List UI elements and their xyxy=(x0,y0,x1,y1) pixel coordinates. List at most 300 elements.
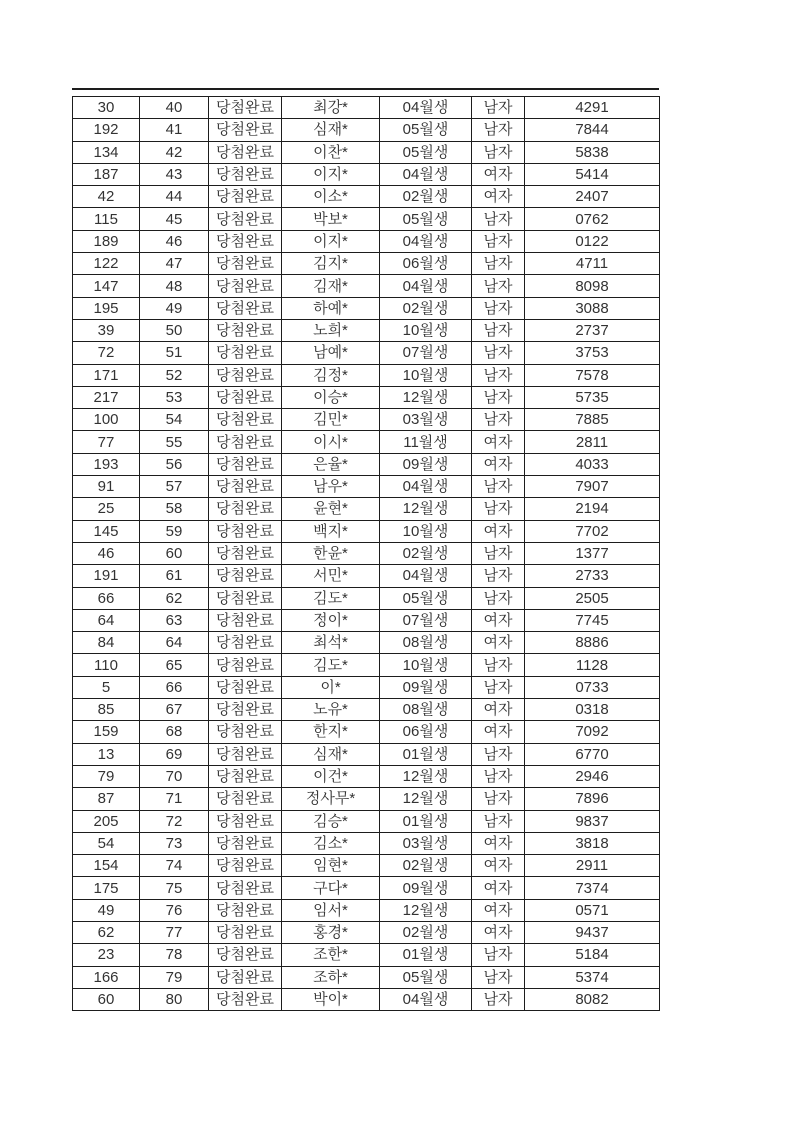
cell-entry-number: 147 xyxy=(73,275,140,297)
cell-rank: 67 xyxy=(140,699,209,721)
cell-gender: 여자 xyxy=(472,921,525,943)
cell-entry-number: 60 xyxy=(73,988,140,1010)
cell-entry-number: 79 xyxy=(73,765,140,787)
cell-gender: 남자 xyxy=(472,97,525,119)
table-row xyxy=(73,275,660,297)
cell-rank: 56 xyxy=(140,453,209,475)
cell-gender: 남자 xyxy=(472,141,525,163)
cell-birth-month: 06월생 xyxy=(380,253,472,275)
cell-code-number: 2194 xyxy=(525,498,660,520)
cell-entry-number: 217 xyxy=(73,386,140,408)
cell-rank: 75 xyxy=(140,877,209,899)
cell-entry-number: 159 xyxy=(73,721,140,743)
cell-code-number: 4711 xyxy=(525,253,660,275)
cell-gender: 남자 xyxy=(472,944,525,966)
cell-status: 당첨완료 xyxy=(209,988,282,1010)
cell-code-number: 3088 xyxy=(525,297,660,319)
cell-name-masked: 홍경* xyxy=(282,921,380,943)
cell-rank: 69 xyxy=(140,743,209,765)
cell-name-masked: 이찬* xyxy=(282,141,380,163)
cell-entry-number: 100 xyxy=(73,409,140,431)
cell-entry-number: 154 xyxy=(73,855,140,877)
cell-name-masked: 노희* xyxy=(282,319,380,341)
cell-birth-month: 04월생 xyxy=(380,230,472,252)
cell-gender: 여자 xyxy=(472,520,525,542)
cell-birth-month: 12월생 xyxy=(380,386,472,408)
cell-gender: 여자 xyxy=(472,855,525,877)
cell-name-masked: 남예* xyxy=(282,342,380,364)
cell-entry-number: 23 xyxy=(73,944,140,966)
cell-name-masked: 김소* xyxy=(282,832,380,854)
cell-gender: 남자 xyxy=(472,230,525,252)
cell-rank: 72 xyxy=(140,810,209,832)
cell-rank: 41 xyxy=(140,119,209,141)
cell-code-number: 7844 xyxy=(525,119,660,141)
cell-entry-number: 66 xyxy=(73,587,140,609)
cell-rank: 48 xyxy=(140,275,209,297)
cell-gender: 남자 xyxy=(472,297,525,319)
cell-rank: 76 xyxy=(140,899,209,921)
cell-rank: 71 xyxy=(140,788,209,810)
cell-entry-number: 46 xyxy=(73,542,140,564)
winners-table-body xyxy=(73,97,660,1011)
cell-birth-month: 04월생 xyxy=(380,565,472,587)
cell-name-masked: 박이* xyxy=(282,988,380,1010)
cell-gender: 여자 xyxy=(472,721,525,743)
cell-gender: 여자 xyxy=(472,877,525,899)
table-row xyxy=(73,899,660,921)
cell-status: 당첨완료 xyxy=(209,721,282,743)
cell-code-number: 7896 xyxy=(525,788,660,810)
cell-rank: 44 xyxy=(140,186,209,208)
cell-rank: 70 xyxy=(140,765,209,787)
cell-status: 당첨완료 xyxy=(209,966,282,988)
cell-rank: 78 xyxy=(140,944,209,966)
cell-code-number: 8098 xyxy=(525,275,660,297)
cell-code-number: 2733 xyxy=(525,565,660,587)
cell-entry-number: 205 xyxy=(73,810,140,832)
cell-code-number: 7092 xyxy=(525,721,660,743)
cell-rank: 66 xyxy=(140,676,209,698)
cell-status: 당첨완료 xyxy=(209,342,282,364)
cell-birth-month: 02월생 xyxy=(380,855,472,877)
cell-rank: 79 xyxy=(140,966,209,988)
cell-status: 당첨완료 xyxy=(209,810,282,832)
cell-entry-number: 175 xyxy=(73,877,140,899)
cell-code-number: 5414 xyxy=(525,163,660,185)
cell-name-masked: 하예* xyxy=(282,297,380,319)
cell-code-number: 2911 xyxy=(525,855,660,877)
cell-birth-month: 02월생 xyxy=(380,297,472,319)
table-row xyxy=(73,141,660,163)
cell-code-number: 7702 xyxy=(525,520,660,542)
cell-name-masked: 김도* xyxy=(282,587,380,609)
cell-name-masked: 김승* xyxy=(282,810,380,832)
cell-name-masked: 조하* xyxy=(282,966,380,988)
cell-entry-number: 191 xyxy=(73,565,140,587)
cell-name-masked: 심재* xyxy=(282,743,380,765)
cell-status: 당첨완료 xyxy=(209,476,282,498)
cell-rank: 73 xyxy=(140,832,209,854)
cell-name-masked: 조한* xyxy=(282,944,380,966)
table-row xyxy=(73,319,660,341)
cell-entry-number: 42 xyxy=(73,186,140,208)
cell-entry-number: 122 xyxy=(73,253,140,275)
table-row xyxy=(73,342,660,364)
cell-status: 당첨완료 xyxy=(209,431,282,453)
cell-status: 당첨완료 xyxy=(209,520,282,542)
cell-rank: 59 xyxy=(140,520,209,542)
cell-rank: 55 xyxy=(140,431,209,453)
cell-rank: 43 xyxy=(140,163,209,185)
cell-rank: 65 xyxy=(140,654,209,676)
cell-status: 당첨완료 xyxy=(209,253,282,275)
cell-status: 당첨완료 xyxy=(209,97,282,119)
cell-birth-month: 04월생 xyxy=(380,97,472,119)
cell-entry-number: 91 xyxy=(73,476,140,498)
cell-status: 당첨완료 xyxy=(209,364,282,386)
cell-entry-number: 134 xyxy=(73,141,140,163)
cell-status: 당첨완료 xyxy=(209,699,282,721)
cell-code-number: 2407 xyxy=(525,186,660,208)
cell-gender: 남자 xyxy=(472,498,525,520)
cell-status: 당첨완료 xyxy=(209,676,282,698)
cell-code-number: 2811 xyxy=(525,431,660,453)
cell-status: 당첨완료 xyxy=(209,275,282,297)
cell-code-number: 2505 xyxy=(525,587,660,609)
table-row xyxy=(73,520,660,542)
cell-gender: 남자 xyxy=(472,587,525,609)
cell-birth-month: 12월생 xyxy=(380,788,472,810)
cell-status: 당첨완료 xyxy=(209,386,282,408)
cell-status: 당첨완료 xyxy=(209,542,282,564)
cell-name-masked: 윤현* xyxy=(282,498,380,520)
table-row xyxy=(73,476,660,498)
cell-code-number: 0571 xyxy=(525,899,660,921)
cell-status: 당첨완료 xyxy=(209,743,282,765)
table-row xyxy=(73,699,660,721)
cell-gender: 남자 xyxy=(472,542,525,564)
cell-entry-number: 54 xyxy=(73,832,140,854)
cell-code-number: 5374 xyxy=(525,966,660,988)
table-row xyxy=(73,431,660,453)
cell-status: 당첨완료 xyxy=(209,208,282,230)
cell-birth-month: 03월생 xyxy=(380,409,472,431)
cell-code-number: 0122 xyxy=(525,230,660,252)
cell-status: 당첨완료 xyxy=(209,877,282,899)
cell-name-masked: 한지* xyxy=(282,721,380,743)
cell-birth-month: 05월생 xyxy=(380,119,472,141)
cell-entry-number: 195 xyxy=(73,297,140,319)
cell-entry-number: 145 xyxy=(73,520,140,542)
cell-name-masked: 김정* xyxy=(282,364,380,386)
table-row xyxy=(73,163,660,185)
cell-birth-month: 05월생 xyxy=(380,966,472,988)
cell-birth-month: 09월생 xyxy=(380,676,472,698)
table-row xyxy=(73,587,660,609)
cell-status: 당첨완료 xyxy=(209,498,282,520)
cell-gender: 여자 xyxy=(472,186,525,208)
cell-gender: 남자 xyxy=(472,654,525,676)
cell-birth-month: 11월생 xyxy=(380,431,472,453)
table-row xyxy=(73,988,660,1010)
cell-gender: 남자 xyxy=(472,275,525,297)
cell-birth-month: 05월생 xyxy=(380,141,472,163)
cell-code-number: 2946 xyxy=(525,765,660,787)
cell-code-number: 0318 xyxy=(525,699,660,721)
cell-entry-number: 64 xyxy=(73,609,140,631)
cell-rank: 52 xyxy=(140,364,209,386)
cell-status: 당첨완료 xyxy=(209,944,282,966)
cell-name-masked: 임서* xyxy=(282,899,380,921)
table-row xyxy=(73,230,660,252)
table-row xyxy=(73,877,660,899)
cell-code-number: 7907 xyxy=(525,476,660,498)
cell-status: 당첨완료 xyxy=(209,297,282,319)
cell-gender: 여자 xyxy=(472,699,525,721)
cell-birth-month: 06월생 xyxy=(380,721,472,743)
cell-birth-month: 10월생 xyxy=(380,654,472,676)
cell-birth-month: 09월생 xyxy=(380,877,472,899)
cell-entry-number: 192 xyxy=(73,119,140,141)
cell-code-number: 0733 xyxy=(525,676,660,698)
cell-name-masked: 김재* xyxy=(282,275,380,297)
cell-gender: 남자 xyxy=(472,810,525,832)
cell-rank: 46 xyxy=(140,230,209,252)
cell-rank: 42 xyxy=(140,141,209,163)
cell-rank: 53 xyxy=(140,386,209,408)
table-row xyxy=(73,676,660,698)
cell-birth-month: 07월생 xyxy=(380,342,472,364)
cell-entry-number: 72 xyxy=(73,342,140,364)
table-row xyxy=(73,721,660,743)
cell-gender: 남자 xyxy=(472,253,525,275)
cell-gender: 여자 xyxy=(472,899,525,921)
cell-rank: 57 xyxy=(140,476,209,498)
cell-gender: 남자 xyxy=(472,342,525,364)
cell-entry-number: 110 xyxy=(73,654,140,676)
cell-status: 당첨완료 xyxy=(209,788,282,810)
cell-name-masked: 이지* xyxy=(282,163,380,185)
cell-status: 당첨완료 xyxy=(209,186,282,208)
cell-rank: 51 xyxy=(140,342,209,364)
cell-birth-month: 02월생 xyxy=(380,542,472,564)
cell-name-masked: 정이* xyxy=(282,609,380,631)
cell-rank: 61 xyxy=(140,565,209,587)
table-row xyxy=(73,743,660,765)
cell-status: 당첨완료 xyxy=(209,319,282,341)
cell-gender: 여자 xyxy=(472,163,525,185)
cell-status: 당첨완료 xyxy=(209,899,282,921)
cell-birth-month: 04월생 xyxy=(380,275,472,297)
cell-code-number: 7745 xyxy=(525,609,660,631)
cell-entry-number: 193 xyxy=(73,453,140,475)
cell-status: 당첨완료 xyxy=(209,609,282,631)
cell-entry-number: 115 xyxy=(73,208,140,230)
cell-code-number: 0762 xyxy=(525,208,660,230)
cell-entry-number: 39 xyxy=(73,319,140,341)
cell-rank: 77 xyxy=(140,921,209,943)
cell-birth-month: 01월생 xyxy=(380,743,472,765)
cell-entry-number: 30 xyxy=(73,97,140,119)
cell-birth-month: 08월생 xyxy=(380,699,472,721)
cell-status: 당첨완료 xyxy=(209,921,282,943)
cell-birth-month: 09월생 xyxy=(380,453,472,475)
cell-entry-number: 5 xyxy=(73,676,140,698)
cell-entry-number: 77 xyxy=(73,431,140,453)
cell-code-number: 5838 xyxy=(525,141,660,163)
cell-birth-month: 04월생 xyxy=(380,988,472,1010)
cell-birth-month: 04월생 xyxy=(380,163,472,185)
cell-name-masked: 백지* xyxy=(282,520,380,542)
cell-rank: 50 xyxy=(140,319,209,341)
table-row xyxy=(73,944,660,966)
table-row xyxy=(73,498,660,520)
cell-status: 당첨완료 xyxy=(209,119,282,141)
cell-birth-month: 02월생 xyxy=(380,921,472,943)
cell-gender: 남자 xyxy=(472,386,525,408)
cell-name-masked: 이* xyxy=(282,676,380,698)
cell-name-masked: 이지* xyxy=(282,230,380,252)
cell-gender: 남자 xyxy=(472,565,525,587)
cell-birth-month: 01월생 xyxy=(380,944,472,966)
cell-code-number: 1377 xyxy=(525,542,660,564)
cell-birth-month: 05월생 xyxy=(380,208,472,230)
table-row xyxy=(73,97,660,119)
table-row xyxy=(73,208,660,230)
cell-status: 당첨완료 xyxy=(209,765,282,787)
cell-rank: 80 xyxy=(140,988,209,1010)
cell-entry-number: 171 xyxy=(73,364,140,386)
cell-birth-month: 10월생 xyxy=(380,319,472,341)
cell-gender: 남자 xyxy=(472,119,525,141)
table-row xyxy=(73,921,660,943)
cell-rank: 64 xyxy=(140,632,209,654)
cell-gender: 여자 xyxy=(472,832,525,854)
table-row xyxy=(73,364,660,386)
cell-name-masked: 김민* xyxy=(282,409,380,431)
cell-status: 당첨완료 xyxy=(209,855,282,877)
cell-birth-month: 10월생 xyxy=(380,520,472,542)
cell-code-number: 7885 xyxy=(525,409,660,431)
cell-gender: 남자 xyxy=(472,676,525,698)
cell-code-number: 3753 xyxy=(525,342,660,364)
cell-code-number: 2737 xyxy=(525,319,660,341)
table-row xyxy=(73,297,660,319)
table-row xyxy=(73,386,660,408)
cell-code-number: 4033 xyxy=(525,453,660,475)
table-row xyxy=(73,565,660,587)
cell-birth-month: 12월생 xyxy=(380,765,472,787)
cell-gender: 여자 xyxy=(472,609,525,631)
cell-name-masked: 이소* xyxy=(282,186,380,208)
cell-entry-number: 187 xyxy=(73,163,140,185)
cell-code-number: 7578 xyxy=(525,364,660,386)
cell-gender: 여자 xyxy=(472,431,525,453)
cell-name-masked: 김지* xyxy=(282,253,380,275)
cell-name-masked: 한윤* xyxy=(282,542,380,564)
cell-name-masked: 서민* xyxy=(282,565,380,587)
cell-birth-month: 10월생 xyxy=(380,364,472,386)
cell-birth-month: 04월생 xyxy=(380,476,472,498)
cell-entry-number: 25 xyxy=(73,498,140,520)
cell-gender: 남자 xyxy=(472,319,525,341)
cell-gender: 남자 xyxy=(472,788,525,810)
cell-name-masked: 이건* xyxy=(282,765,380,787)
cell-gender: 남자 xyxy=(472,988,525,1010)
cell-status: 당첨완료 xyxy=(209,587,282,609)
cell-status: 당첨완료 xyxy=(209,141,282,163)
cell-code-number: 8886 xyxy=(525,632,660,654)
cell-birth-month: 05월생 xyxy=(380,587,472,609)
table-row xyxy=(73,409,660,431)
cell-code-number: 3818 xyxy=(525,832,660,854)
cell-entry-number: 62 xyxy=(73,921,140,943)
cell-gender: 남자 xyxy=(472,743,525,765)
table-row xyxy=(73,119,660,141)
cell-rank: 54 xyxy=(140,409,209,431)
table-row xyxy=(73,788,660,810)
cell-status: 당첨완료 xyxy=(209,654,282,676)
cell-birth-month: 12월생 xyxy=(380,899,472,921)
page-break-rule xyxy=(72,88,659,90)
cell-birth-month: 12월생 xyxy=(380,498,472,520)
table-row xyxy=(73,832,660,854)
cell-code-number: 7374 xyxy=(525,877,660,899)
winners-table xyxy=(72,96,660,1011)
cell-name-masked: 최석* xyxy=(282,632,380,654)
cell-rank: 62 xyxy=(140,587,209,609)
cell-status: 당첨완료 xyxy=(209,453,282,475)
cell-birth-month: 03월생 xyxy=(380,832,472,854)
cell-birth-month: 08월생 xyxy=(380,632,472,654)
cell-rank: 45 xyxy=(140,208,209,230)
cell-rank: 49 xyxy=(140,297,209,319)
cell-status: 당첨완료 xyxy=(209,163,282,185)
table-row xyxy=(73,966,660,988)
cell-entry-number: 84 xyxy=(73,632,140,654)
cell-status: 당첨완료 xyxy=(209,230,282,252)
cell-name-masked: 노유* xyxy=(282,699,380,721)
cell-gender: 남자 xyxy=(472,409,525,431)
table-row xyxy=(73,453,660,475)
table-row xyxy=(73,810,660,832)
cell-status: 당첨완료 xyxy=(209,832,282,854)
cell-gender: 남자 xyxy=(472,765,525,787)
cell-gender: 남자 xyxy=(472,208,525,230)
cell-name-masked: 은율* xyxy=(282,453,380,475)
table-row xyxy=(73,654,660,676)
cell-code-number: 9837 xyxy=(525,810,660,832)
cell-entry-number: 166 xyxy=(73,966,140,988)
cell-entry-number: 87 xyxy=(73,788,140,810)
cell-rank: 47 xyxy=(140,253,209,275)
cell-code-number: 4291 xyxy=(525,97,660,119)
cell-name-masked: 임현* xyxy=(282,855,380,877)
cell-rank: 40 xyxy=(140,97,209,119)
cell-gender: 여자 xyxy=(472,453,525,475)
cell-code-number: 9437 xyxy=(525,921,660,943)
cell-code-number: 6770 xyxy=(525,743,660,765)
table-row xyxy=(73,765,660,787)
cell-name-masked: 구다* xyxy=(282,877,380,899)
cell-birth-month: 02월생 xyxy=(380,186,472,208)
cell-name-masked: 남우* xyxy=(282,476,380,498)
cell-code-number: 8082 xyxy=(525,988,660,1010)
cell-rank: 60 xyxy=(140,542,209,564)
cell-entry-number: 85 xyxy=(73,699,140,721)
cell-entry-number: 13 xyxy=(73,743,140,765)
